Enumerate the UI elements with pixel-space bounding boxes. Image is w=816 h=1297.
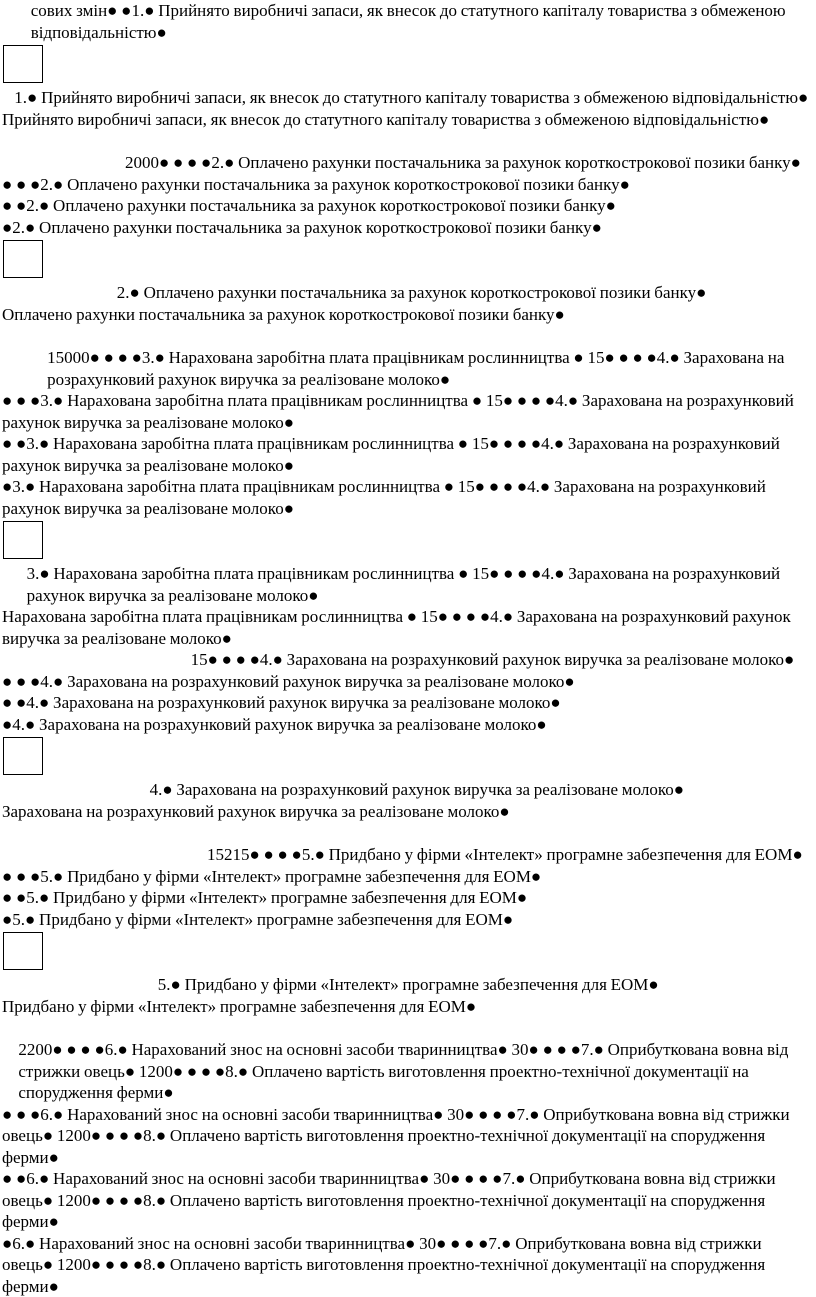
text-line: 4.● Зарахована на розрахунковий рахунок виручка за реалізоване молоко● — [2, 779, 812, 801]
text-line: 15● ● ● ●4.● Зарахована на розрахунковий рахунок виручка за реалізоване молоко● — [2, 649, 812, 671]
text-line: 2000● ● ● ●2.● Оплачено рахунки постачальника за рахунок короткострокової позики банку● — [2, 152, 812, 174]
text-line: ●3.● Нарахована заробітна плата працівникам рослинництва ● 15● ● ● ●4.● Зарахована на розрахунковий рахунок виручка за реалізоване молоко● — [2, 476, 812, 519]
text-line: ● ●5.● Придбано у фірми «Інтелект» програмне забезпечення для ЕОМ● — [2, 887, 812, 909]
empty-box — [3, 737, 43, 775]
text-line: 15215● ● ● ●5.● Придбано у фірми «Інтелект» програмне забезпечення для ЕОМ● — [2, 844, 812, 866]
text-line: 2.● Оплачено рахунки постачальника за рахунок короткострокової позики банку● — [2, 282, 812, 304]
text-line: ● ●4.● Зарахована на розрахунковий рахунок виручка за реалізоване молоко● — [2, 692, 812, 714]
empty-box — [3, 45, 43, 83]
empty-box — [3, 521, 43, 559]
text-line: ● ● ●6.● Нарахований знос на основні засоби тваринництва● 30● ● ● ●7.● Оприбуткована вовна від стрижки овець● 1200● ● ● ●8.● Оплачено вартість виготовлення проектно-технічної документації на спорудження ферми● — [2, 1104, 812, 1169]
text-line: ● ● ●5.● Придбано у фірми «Інтелект» програмне забезпечення для ЕОМ● — [2, 866, 812, 888]
text-line: Придбано у фірми «Інтелект» програмне забезпечення для ЕОМ● — [2, 996, 812, 1018]
text-line: Прийнято виробничі запаси, як внесок до статутного капіталу товариства з обмеженою відповідальністю● — [2, 109, 812, 131]
text-line: ●2.● Оплачено рахунки постачальника за рахунок короткострокової позики банку● — [2, 217, 812, 239]
text-line: ●6.● Нарахований знос на основні засоби тваринництва● 30● ● ● ●7.● Оприбуткована вовна від стрижки овець● 1200● ● ● ●8.● Оплачено вартість виготовлення проектно-технічної документації на спорудження ферми● — [2, 1233, 812, 1297]
text-line: Зарахована на розрахунковий рахунок виручка за реалізоване молоко● — [2, 801, 812, 823]
text-line: Нарахована заробітна плата працівникам рослинництва ● 15● ● ● ●4.● Зарахована на розрахунковий рахунок виручка за реалізоване молоко● — [2, 606, 812, 649]
text-line: ● ● ●3.● Нарахована заробітна плата працівникам рослинництва ● 15● ● ● ●4.● Зарахована на розрахунковий рахунок виручка за реалізоване молоко● — [2, 390, 812, 433]
text-line: 2200● ● ● ●6.● Нарахований знос на основні засоби тваринництва● 30● ● ● ●7.● Оприбуткована вовна від стрижки овець● 1200● ● ● ●8.● Оплачено вартість виготовлення проектно-технічної документації на спорудження ферми● — [2, 1039, 812, 1104]
text-line: 15000● ● ● ●3.● Нарахована заробітна плата працівникам рослинництва ● 15● ● ● ●4.● Зарахована на розрахунковий рахунок виручка за реалізоване молоко● — [2, 347, 812, 390]
text-line: ● ●6.● Нарахований знос на основні засоби тваринництва● 30● ● ● ●7.● Оприбуткована вовна від стрижки овець● 1200● ● ● ●8.● Оплачено вартість виготовлення проектно-технічної документації на спорудження ферми● — [2, 1168, 812, 1233]
empty-box — [3, 932, 43, 970]
text-line: сових змін● ●1.● Прийнято виробничі запаси, як внесок до статутного капіталу товариства з обмеженою відповідальністю● — [2, 0, 812, 43]
text-line: 1.● Прийнято виробничі запаси, як внесок до статутного капіталу товариства з обмеженою відповідальністю● — [2, 87, 812, 109]
text-line: ● ●3.● Нарахована заробітна плата працівникам рослинництва ● 15● ● ● ●4.● Зарахована на розрахунковий рахунок виручка за реалізоване молоко● — [2, 433, 812, 476]
text-line: Оплачено рахунки постачальника за рахунок короткострокової позики банку● — [2, 304, 812, 326]
text-line: ● ●2.● Оплачено рахунки постачальника за рахунок короткострокової позики банку● — [2, 195, 812, 217]
text-line: 5.● Придбано у фірми «Інтелект» програмне забезпечення для ЕОМ● — [2, 974, 812, 996]
text-line: ●4.● Зарахована на розрахунковий рахунок виручка за реалізоване молоко● — [2, 714, 812, 736]
text-line: ●5.● Придбано у фірми «Інтелект» програмне забезпечення для ЕОМ● — [2, 909, 812, 931]
empty-box — [3, 240, 43, 278]
text-line: ● ● ●4.● Зарахована на розрахунковий рахунок виручка за реалізоване молоко● — [2, 671, 812, 693]
text-line: 3.● Нарахована заробітна плата працівникам рослинництва ● 15● ● ● ●4.● Зарахована на розрахунковий рахунок виручка за реалізоване молоко● — [2, 563, 812, 606]
text-line: ● ● ●2.● Оплачено рахунки постачальника за рахунок короткострокової позики банку● — [2, 174, 812, 196]
